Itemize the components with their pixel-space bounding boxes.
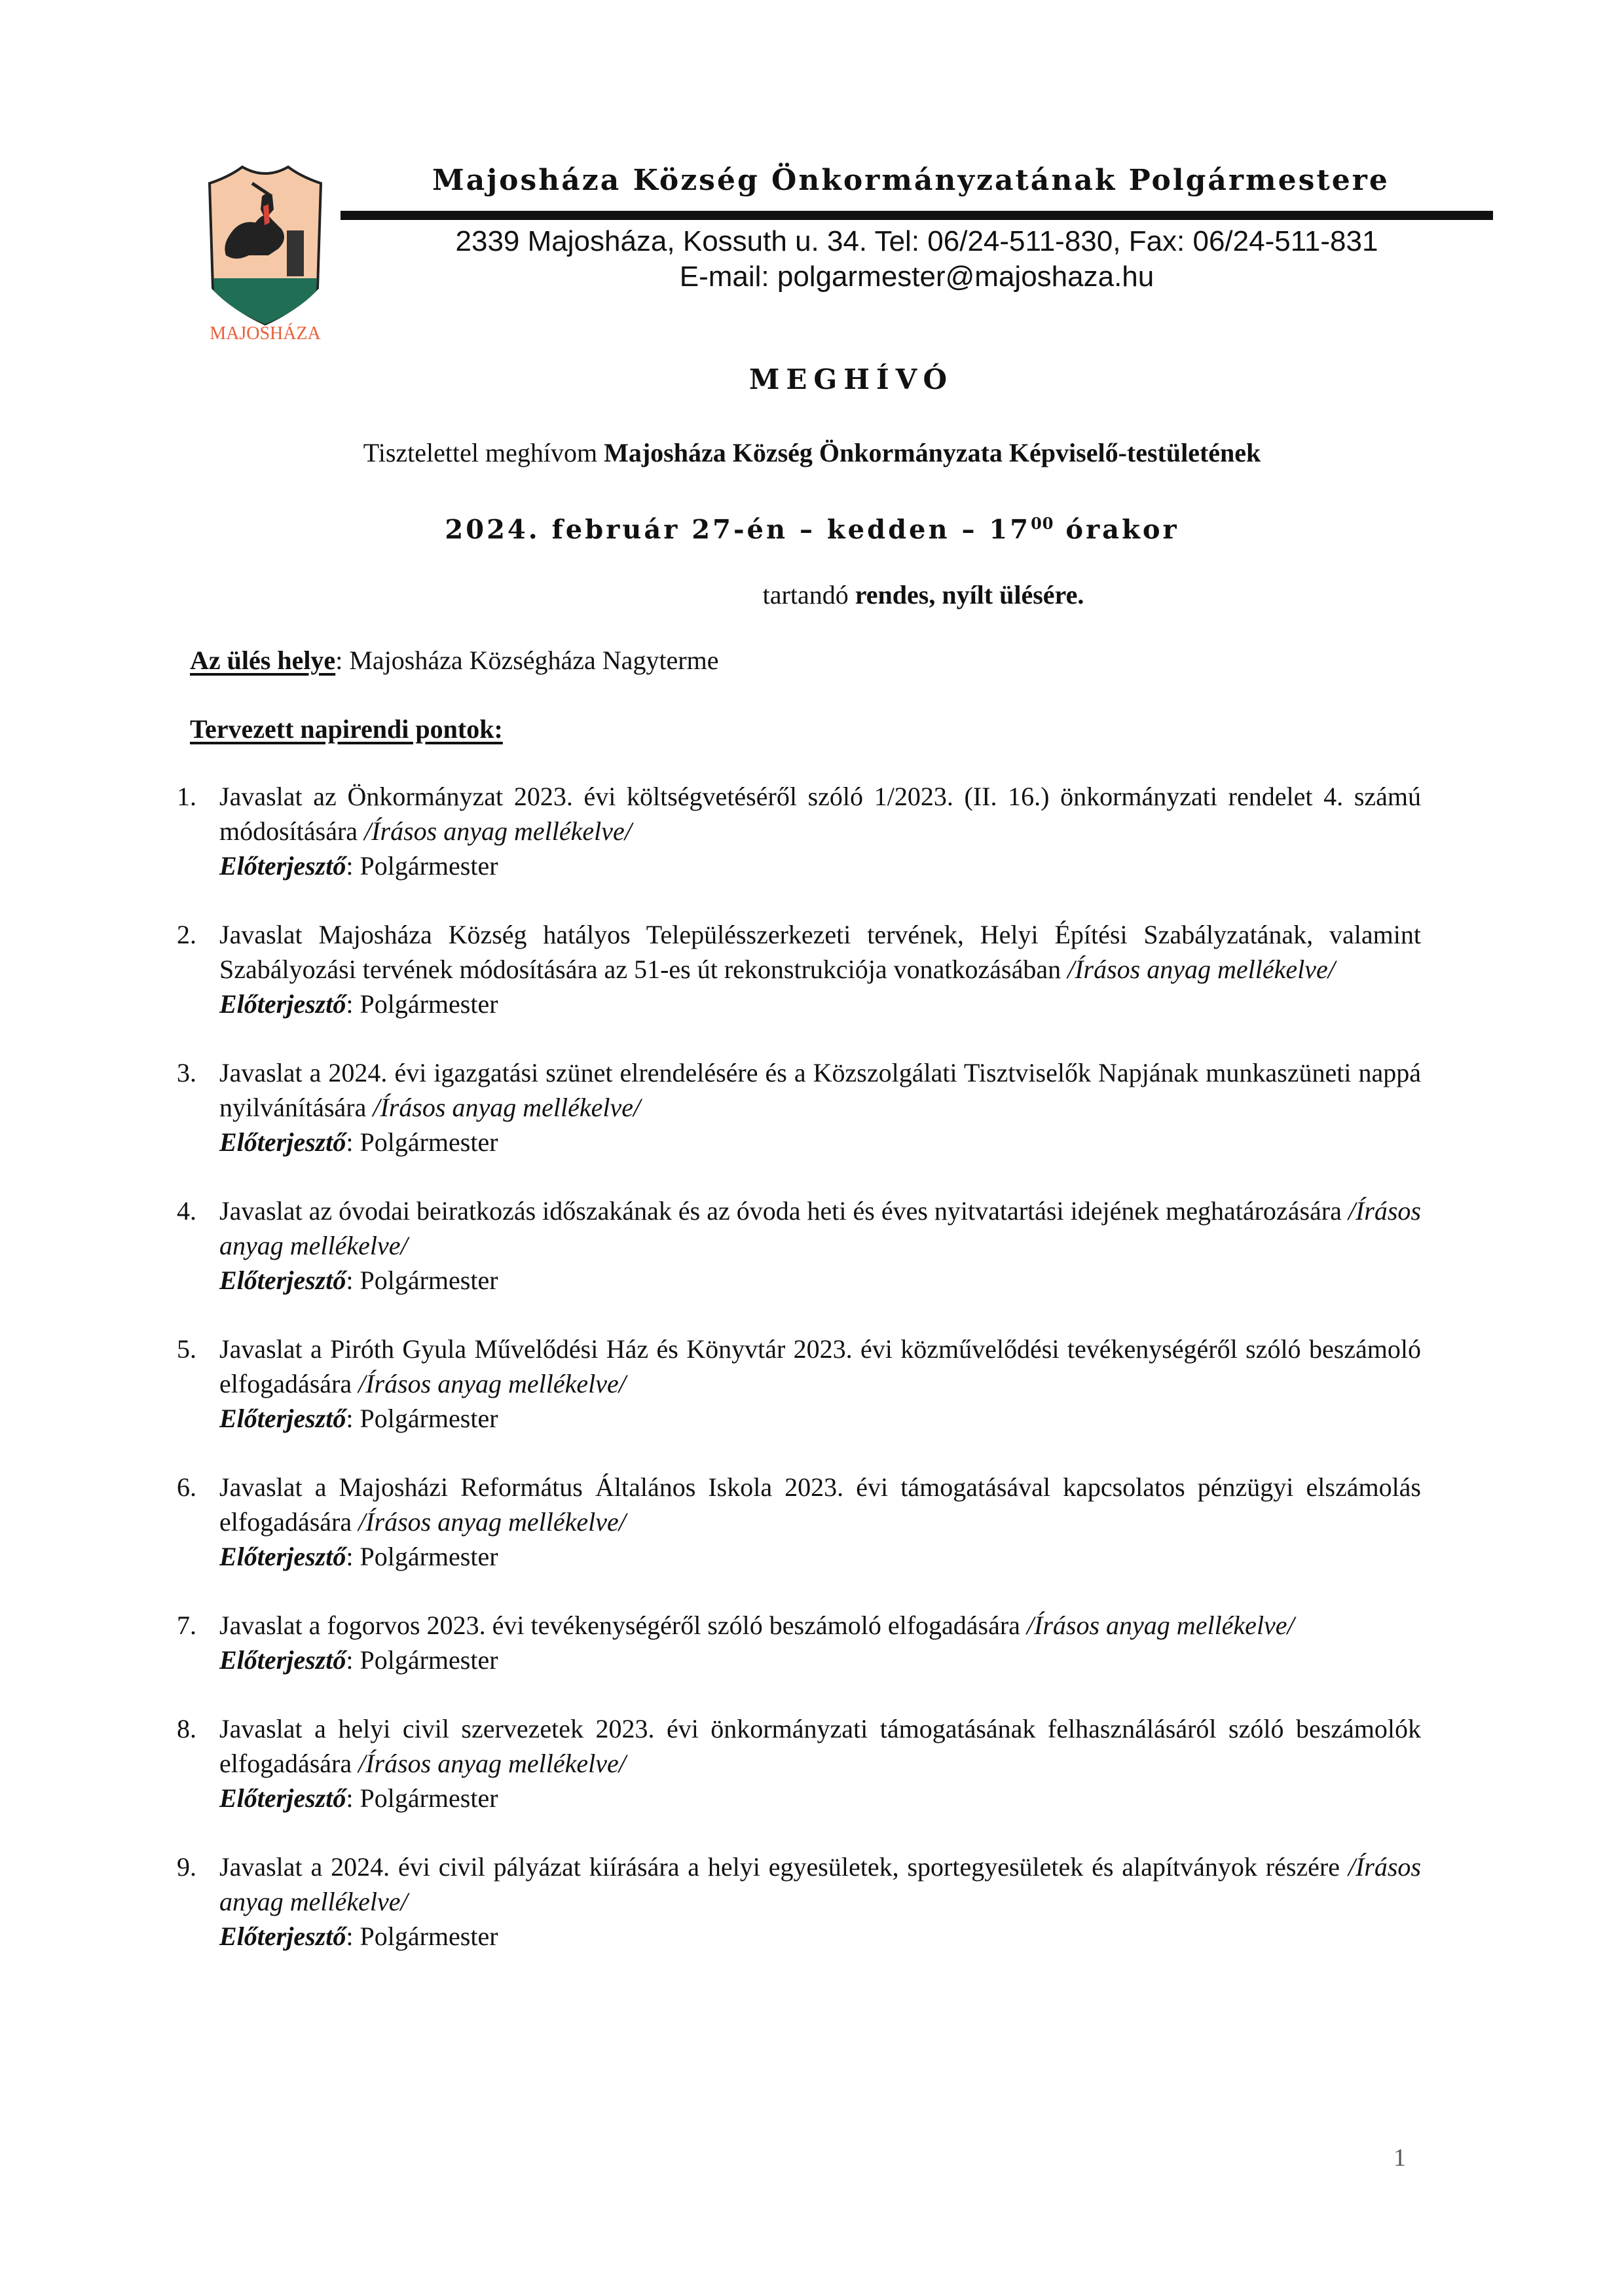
presenter-label: Előterjesztő (219, 1783, 346, 1813)
presenter-value: : Polgármester (346, 1404, 498, 1433)
agenda-item (177, 1194, 1421, 1298)
agenda-item-number: 6. (177, 1472, 196, 1502)
venue-value: Majosháza Községháza Nagyterme (349, 646, 719, 675)
agenda-item-number: 8. (177, 1714, 196, 1743)
agenda-item (177, 1470, 1421, 1574)
agenda-item (177, 1332, 1421, 1436)
presenter-value: : Polgármester (346, 1266, 498, 1295)
meeting-date: 2024. február 27-én – kedden – 17 (445, 514, 1031, 545)
agenda-item-number: 1. (177, 782, 196, 811)
venue-label: Az ülés helye (190, 646, 336, 675)
meeting-minutes: 00 (1031, 514, 1054, 533)
invitation-line (0, 437, 1624, 468)
agenda-heading: Tervezett napirendi pontok: (190, 714, 503, 744)
presenter-value: : Polgármester (346, 989, 498, 1019)
document-title: MEGHÍVÓ (748, 363, 954, 395)
letterhead-address: 2339 Majosháza, Kossuth u. 34. Tel: 06/24-511-830, Fax: 06/24-511-831 (455, 225, 1378, 257)
agenda-item-number: 2. (177, 920, 196, 949)
venue-separator: : (335, 646, 350, 675)
agenda-item (177, 1711, 1421, 1815)
invitation-body-name: Majosháza Község Önkormányzata Képviselő-testületének (604, 438, 1261, 467)
agenda-item (177, 1608, 1421, 1677)
agenda-item (177, 1850, 1421, 1954)
agenda-item (177, 1055, 1421, 1159)
presenter-label: Előterjesztő (219, 1266, 346, 1295)
page-number: 1 (1393, 2144, 1406, 2172)
agenda-item-number: 3. (177, 1058, 196, 1087)
attachment-note: /Írásos anyag mellékelve/ (373, 1093, 641, 1122)
presenter-value: : Polgármester (346, 1645, 498, 1675)
attachment-note: /Írásos anyag mellékelve/ (358, 1749, 626, 1778)
attachment-note: /Írásos anyag mellékelve/ (358, 1369, 626, 1398)
presenter-label: Előterjesztő (219, 851, 346, 881)
meeting-type: rendes, nyílt ülésére. (855, 580, 1084, 610)
agenda-item-text: Javaslat Majosháza Község hatályos Településszerkezeti tervének, Helyi Építési Szabályzatának, valamint Szabályozási tervének módosítására az 51-es út rekonstrukciója vonatkozásában (219, 920, 1421, 984)
agenda-item-text: Javaslat az óvodai beiratkozás időszakának és az óvoda heti és éves nyitvatartási idejének meghatározására (219, 1196, 1348, 1226)
agenda-item (177, 917, 1421, 1021)
agenda-item-text: Javaslat a 2024. évi civil pályázat kiírására a helyi egyesületek, sportegyesületek és alapítványok részére (219, 1852, 1348, 1882)
agenda-item-number: 5. (177, 1334, 196, 1364)
agenda-list (177, 779, 1421, 1988)
meeting-time-suffix: órakor (1054, 514, 1179, 545)
attachment-note: /Írásos anyag mellékelve/ (1026, 1611, 1295, 1640)
presenter-label: Előterjesztő (219, 1127, 346, 1157)
attachment-note: /Írásos anyag mellékelve/ (219, 1196, 1421, 1260)
agenda-item-text: Javaslat a Piróth Gyula Művelődési Ház és Könyvtár 2023. évi közművelődési tevékenységéről szóló beszámoló elfogadására (219, 1334, 1421, 1398)
presenter-label: Előterjesztő (219, 1645, 346, 1675)
agenda-item-number: 7. (177, 1611, 196, 1640)
attachment-note: /Írásos anyag mellékelve/ (219, 1852, 1421, 1916)
agenda-item-number: 9. (177, 1852, 196, 1882)
meeting-datetime (0, 514, 1624, 545)
attachment-note: /Írásos anyag mellékelve/ (1067, 955, 1335, 984)
attachment-note: /Írásos anyag mellékelve/ (364, 816, 632, 846)
agenda-item-text: Javaslat a helyi civil szervezetek 2023. évi önkormányzati támogatásának felhasználásáról szóló beszámolók elfogadására (219, 1714, 1421, 1778)
letterhead-title: Majosháza Község Önkormányzatának Polgármestere (432, 164, 1390, 197)
meeting-type-line (0, 579, 1624, 610)
agenda-item-text: Javaslat a Majosházi Református Általános Iskola 2023. évi támogatásával kapcsolatos pénzügyi elszámolás elfogadására (219, 1472, 1421, 1537)
invitation-prefix: Tisztelettel meghívom (363, 438, 604, 467)
agenda-item-number: 4. (177, 1196, 196, 1226)
letterhead-divider (341, 211, 1493, 220)
presenter-label: Előterjesztő (219, 1922, 346, 1951)
presenter-value: : Polgármester (346, 1542, 498, 1571)
agenda-item-text: Javaslat a fogorvos 2023. évi tevékenységéről szóló beszámoló elfogadására (219, 1611, 1027, 1640)
municipal-crest-icon (190, 157, 341, 340)
meeting-type-prefix: tartandó (762, 580, 855, 610)
agenda-item (177, 779, 1421, 883)
presenter-label: Előterjesztő (219, 1404, 346, 1433)
agenda-item-text: Javaslat a 2024. évi igazgatási szünet elrendelésére és a Közszolgálati Tisztviselők Napjának munkaszüneti nappá nyilvánítására (219, 1058, 1421, 1122)
letterhead-email: E-mail: polgarmester@majoshaza.hu (679, 261, 1154, 293)
attachment-note: /Írásos anyag mellékelve/ (358, 1507, 626, 1537)
presenter-value: : Polgármester (346, 1127, 498, 1157)
agenda-item-text: Javaslat az Önkormányzat 2023. évi költségvetéséről szóló 1/2023. (II. 16.) önkormányzati rendelet 4. számú módosítására (219, 782, 1421, 846)
presenter-label: Előterjesztő (219, 989, 346, 1019)
venue-line (190, 645, 719, 676)
presenter-label: Előterjesztő (219, 1542, 346, 1571)
presenter-value: : Polgármester (346, 1922, 498, 1951)
presenter-value: : Polgármester (346, 1783, 498, 1813)
presenter-value: : Polgármester (346, 851, 498, 881)
svg-text:MAJOSHÁZA: MAJOSHÁZA (210, 323, 321, 340)
